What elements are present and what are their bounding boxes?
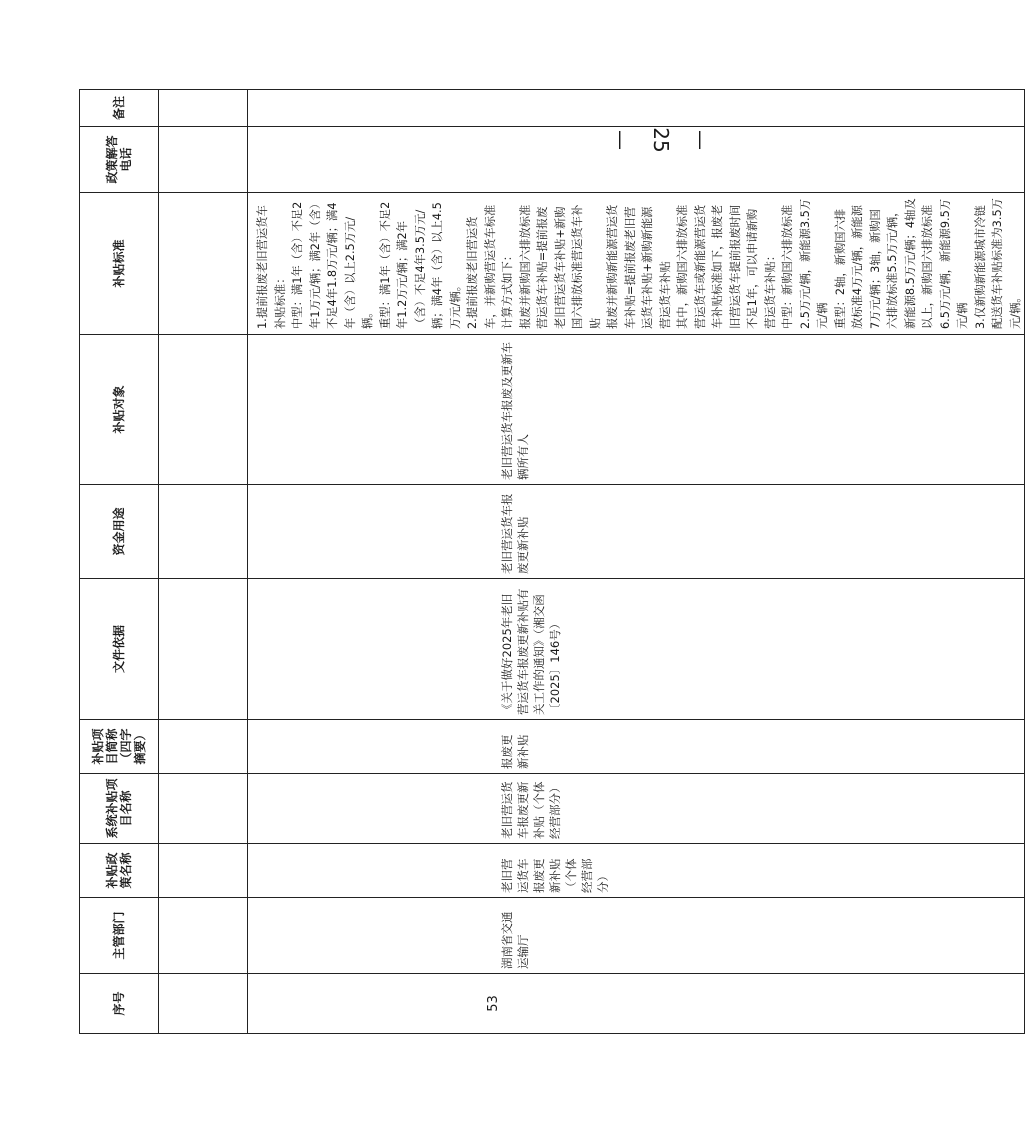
header-system-project: 系统补贴项目名称 [80, 774, 159, 844]
header-policy-name: 补贴政策名称 [80, 844, 159, 898]
empty-cell [159, 974, 248, 1034]
cell-standard [248, 193, 1025, 335]
cell-fund-usage: 老旧营运货车报废更新补贴 [248, 485, 1025, 579]
header-fund-usage: 资金用途 [80, 485, 159, 579]
empty-cell [159, 579, 248, 720]
standard-line: 报废并新购新能源营运货车补贴=提前报废老旧营运货车补贴+新购新能源营运货车补贴 [606, 204, 672, 329]
header-abbr: 补贴项目简称（四字摘要） [80, 720, 159, 774]
standard-line: 重型：满1年（含）不足2年1.2万元/辆；满2年（含）不足4年3.5万元/辆；满4年（含）以上4.5万元/辆。 [378, 201, 462, 329]
cell-abbr: 报废更新补贴 [248, 720, 1025, 774]
cell-department: 湖南省交通运输厅 [248, 898, 1025, 974]
cell-policy-name: 老旧营运货车报废更新补贴（个体经营部分） [248, 844, 1025, 898]
header-remarks: 备注 [80, 90, 159, 127]
header-row [80, 90, 159, 1034]
standard-line: 1.提前报废老旧营运货车补贴标准： [256, 205, 287, 329]
standard-line: 2.提前报废老旧营运货车，并新购营运货车标准计算方式如下： [466, 204, 514, 329]
empty-cell [159, 193, 248, 335]
empty-cell [159, 844, 248, 898]
header-document-basis: 文件依据 [80, 579, 159, 720]
subsidy-table [79, 89, 1025, 1034]
standard-line: 中型：满1年（含）不足2年1万元/辆；满2年（含）不足4年1.8万元/辆；满4年（含）以上2.5万元/辆。 [291, 201, 374, 329]
rotated-table-wrapper [79, 90, 1022, 1034]
header-target: 补贴对象 [80, 335, 159, 485]
table-row [248, 90, 1025, 1034]
empty-cell [159, 90, 248, 127]
standard-line: 重型：2轴，新购国六排放标准4万元/辆，新能源7万元/辆；3轴，新购国六排放标准5.5万元/辆，新能源8.5万元/辆；4轴及以上，新购国六排放标准6.5万元/辆，新能源9.5万元/辆 [833, 198, 969, 329]
empty-cell [159, 335, 248, 485]
empty-row [159, 90, 248, 1034]
header-index: 序号 [80, 974, 159, 1034]
empty-cell [159, 485, 248, 579]
header-hotline: 政策解答电话 [80, 127, 159, 193]
header-department: 主管部门 [80, 898, 159, 974]
empty-cell [159, 774, 248, 844]
cell-document-basis: 《关于做好2025年老旧营运货车报废更新补贴有关工作的通知》（湘交函〔2025〕146号） [248, 579, 1025, 720]
empty-cell [159, 720, 248, 774]
cell-remarks [248, 90, 1025, 127]
standard-line: 3.仅新购新能源城市冷链配送货车补贴标准为3.5万元/辆。 [973, 198, 1022, 329]
cell-target: 老旧营运货车报废及更新车辆所有人 [248, 335, 1025, 485]
cell-system-project: 老旧营运货车报废更新补贴（个体经营部分） [248, 774, 1025, 844]
standard-line: 报废并新购国六排放标准营运货车补贴=提前报废老旧营运货车补贴+新购国六排放标准营运货车补贴 [518, 204, 602, 329]
header-standard: 补贴标准 [80, 193, 159, 335]
empty-cell [159, 127, 248, 193]
empty-cell [159, 898, 248, 974]
cell-index: 53 [248, 974, 1025, 1034]
standard-line: 其中，新购国六排放标准营运货车或新能源营运货车补贴标准如下，报废老旧营运货车提前报废时间不足1年，可以申请新购营运货车补贴： [676, 204, 777, 329]
page-number: — 25 — [609, 127, 713, 153]
standard-line: 中型：新购国六排放标准2.5万元/辆，新能源3.5万元/辆 [781, 198, 829, 329]
